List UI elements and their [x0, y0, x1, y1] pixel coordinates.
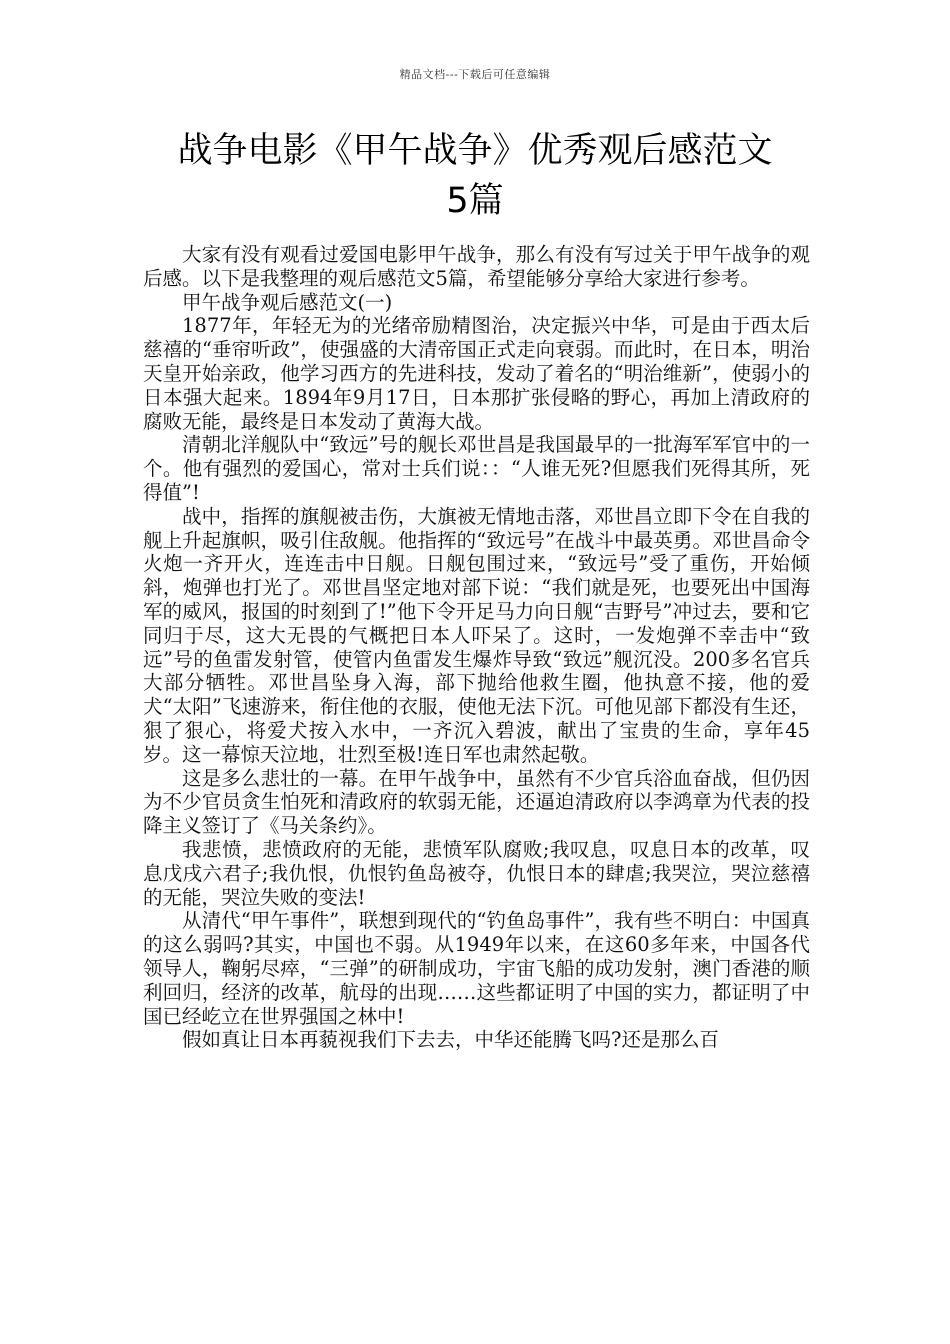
paragraph: 战中，指挥的旗舰被击伤，大旗被无情地击落，邓世昌立即下令在自我的舰上升起旗帜，吸引住敌舰。他指挥的“致远号”在战斗中最英勇。邓世昌命令火炮一齐开火，连连击中日舰。日舰包围过来，“致远号”受了重伤，开始倾斜，炮弹也打光了。邓世昌坚定地对部下说：“我们就是死，也要死出中国海军的威风，报国的时刻到了!”他下令开足马力向日舰“吉野号”冲过去，要和它同归于尽，这大无畏的气概把日本人吓呆了。这时，一发炮弹不幸击中“致远”号的鱼雷发射管，使管内鱼雷发生爆炸导致“致远”舰沉没。200多名官兵大部分牺牲。邓世昌坠身入海，部下抛给他救生圈，他执意不接，他的爱犬“太阳”飞速游来，衔住他的衣服，使他无法下沉。可他见部下都没有生还，狠了狠心，将爱犬按入水中，一齐沉入碧波，献出了宝贵的生命，享年45岁。这一幕惊天泣地，壮烈至极!连日军也肃然起敬。: [143, 504, 810, 766]
section-heading: 甲午战争观后感范文(一): [182, 290, 393, 314]
paragraph: 从清代“甲午事件”，联想到现代的“钓鱼岛事件”，我有些不明白：中国真的这么弱吗?其实，中国也不弱。从1949年以来，在这60多年来，中国各代领导人，鞠躬尽瘁，“三弹”的研制成功，宇宙飞船的成功发射，澳门香港的顺利回归，经济的改革，航母的出现……这些都证明了中国的实力，都证明了中国已经屹立在世界强国之林中!: [143, 909, 810, 1028]
paragraph-intro: 大家有没有观看过爱国电影甲午战争，那么有没有写过关于甲午战争的观后感。以下是我整理的观后感范文5篇，希望能够分享给大家进行参考。: [143, 243, 810, 290]
paragraph: 我悲愤，悲愤政府的无能，悲愤军队腐败;我叹息，叹息日本的改革，叹息戊戌六君子;我仇恨，仇恨钓鱼岛被夺，仇恨日本的肆虐;我哭泣，哭泣慈禧的无能，哭泣失败的变法!: [143, 837, 810, 909]
title-line-2: 5篇: [446, 181, 504, 221]
title-line-1: 战争电影《甲午战争》优秀观后感范文: [177, 131, 773, 171]
paragraph: 1877年，年轻无为的光绪帝励精图治，决定振兴中华，可是由于西太后慈禧的“垂帘听政”，使强盛的大清帝国正式走向衰弱。而此时，在日本，明治天皇开始亲政，他学习西方的先进科技，发动了着名的“明治维新”，使弱小的日本强大起来。1894年9月17日，日本那扩张侵略的野心，再加上清政府的腐败无能，最终是日本发动了黄海大战。: [143, 314, 810, 433]
document-title: [130, 126, 820, 226]
paragraph: 这是多么悲壮的一幕。在甲午战争中，虽然有不少官兵浴血奋战，但仍因为不少官员贪生怕死和清政府的软弱无能，还逼迫清政府以李鸿章为代表的投降主义签订了《马关条约》。: [143, 766, 810, 838]
paragraph: 假如真让日本再藐视我们下去去，中华还能腾飞吗?还是那么百: [182, 1028, 719, 1052]
page-header-note: 精品文档---下载后可任意编辑: [399, 68, 551, 81]
paragraph: 清朝北洋舰队中“致远”号的舰长邓世昌是我国最早的一批海军军官中的一个。他有强烈的爱国心，常对士兵们说：：“人谁无死?但愿我们死得其所，死得值”!: [143, 433, 810, 504]
document-body: [143, 243, 810, 1052]
